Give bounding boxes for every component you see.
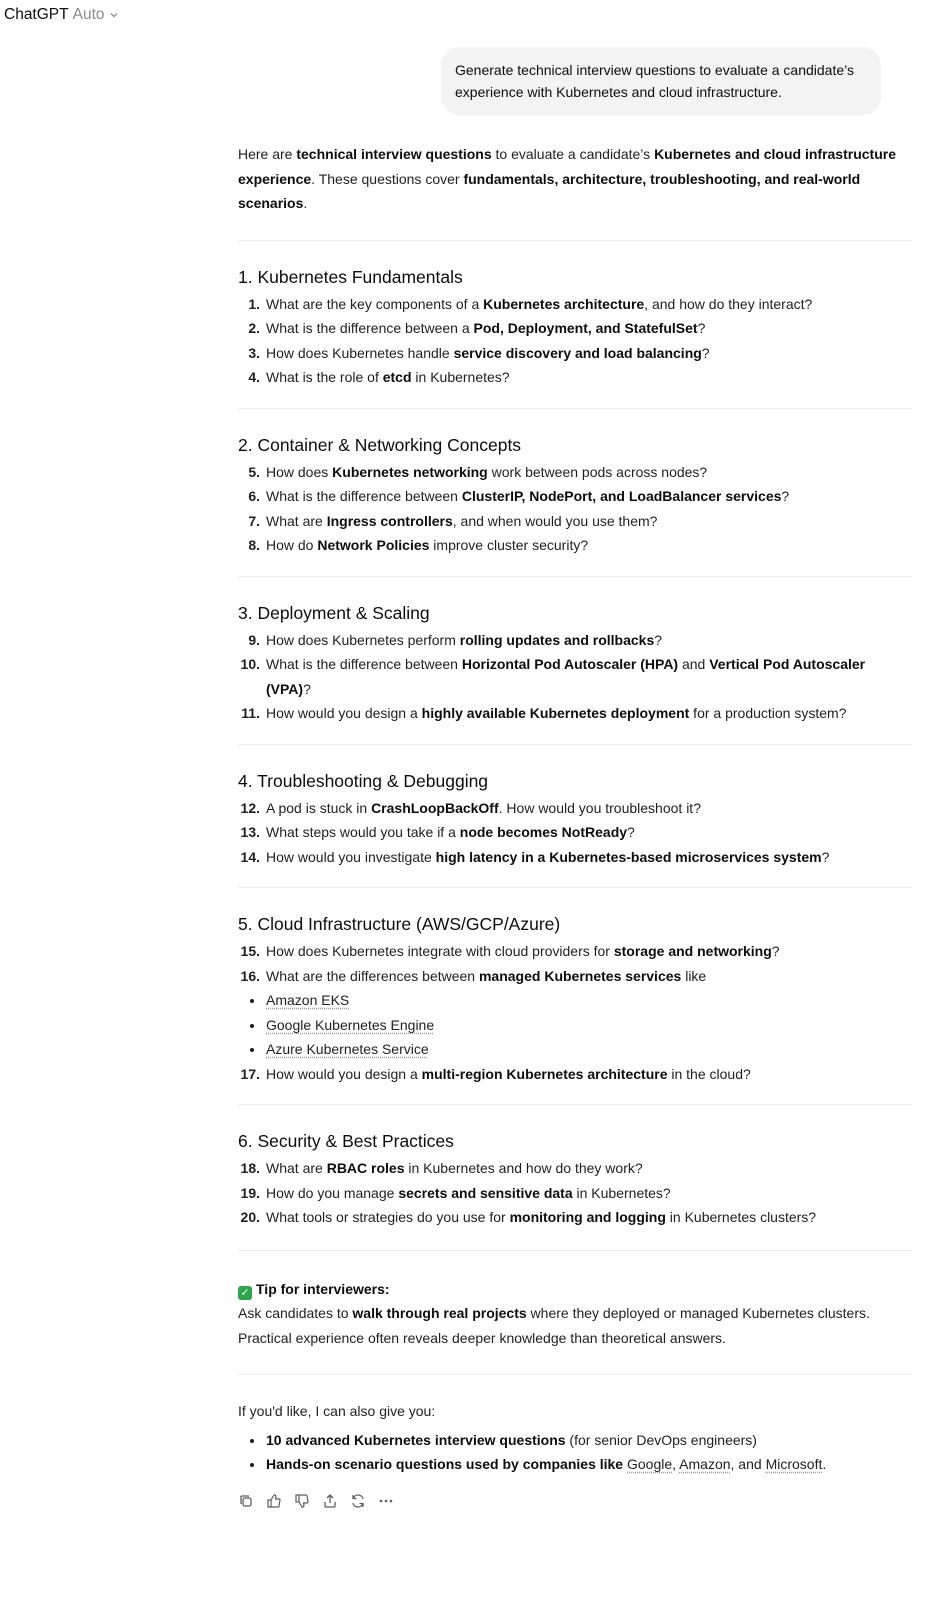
thumbs-down-icon[interactable]	[294, 1493, 310, 1509]
closing-text: ,	[672, 1456, 680, 1472]
question-text: What is the difference between	[266, 488, 462, 504]
question-text: How does	[266, 463, 333, 480]
question-item	[238, 292, 912, 317]
intro-text: Here are	[238, 146, 297, 162]
message-actions	[238, 1493, 912, 1509]
question-bold: Horizontal Pod Autoscaler (HPA)	[461, 656, 679, 672]
question-bold: Pod, Deployment, and StatefulSet	[473, 320, 698, 336]
question-text: ?	[627, 824, 635, 840]
question-text: in Kubernetes and how do they work?	[404, 1160, 643, 1176]
question-bold: rolling updates and rollbacks	[459, 631, 655, 648]
question-text: , and how do they interact?	[644, 295, 813, 312]
question-item	[238, 484, 912, 509]
question-number: 16.	[240, 967, 260, 984]
question-list	[238, 1156, 912, 1230]
question-text: How does Kubernetes perform	[266, 631, 460, 648]
divider	[238, 744, 912, 745]
question-number: 15.	[240, 943, 260, 959]
question-text: What steps would you take if a	[266, 824, 460, 840]
question-number: 12.	[240, 799, 260, 816]
question-number: 4.	[248, 369, 260, 385]
question-bold: RBAC roles	[326, 1160, 405, 1176]
question-text: What tools or strategies do you use for	[266, 1209, 510, 1225]
model-selector[interactable]	[4, 6, 119, 24]
question-number: 17.	[240, 1065, 260, 1082]
question-text: ?	[303, 680, 311, 697]
list-item	[238, 1452, 912, 1477]
question-list	[238, 939, 912, 1086]
question-text: . How would you troubleshoot it?	[498, 799, 701, 816]
question-item	[238, 460, 912, 485]
question-text: A pod is stuck in	[266, 799, 372, 816]
question-text: in Kubernetes?	[411, 369, 510, 385]
more-icon[interactable]	[378, 1493, 394, 1509]
closing-bold: 10 advanced Kubernetes interview questions	[266, 1431, 566, 1448]
share-icon[interactable]	[322, 1493, 338, 1509]
question-list	[238, 460, 912, 558]
section-title: 2. Container & Networking Concepts	[238, 434, 522, 455]
list-item	[238, 1428, 912, 1453]
divider	[238, 408, 912, 409]
tip-bold: walk through real projects	[352, 1305, 527, 1321]
question-bold: Network Policies	[317, 537, 430, 553]
question-number: 18.	[240, 1160, 260, 1176]
link-amazon[interactable]: Amazon	[679, 1456, 731, 1472]
question-text: How would you design a	[266, 705, 422, 721]
closing-text: , and	[730, 1456, 766, 1472]
question-text: and	[678, 656, 710, 672]
question-sections	[238, 240, 912, 1230]
question-number: 20.	[240, 1209, 260, 1225]
question-item	[238, 939, 912, 964]
question-item	[238, 1205, 912, 1230]
question-item	[238, 1181, 912, 1206]
question-number: 7.	[248, 512, 260, 529]
question-text: ?	[654, 631, 663, 648]
intro-paragraph	[238, 142, 912, 216]
question-item	[238, 365, 912, 390]
question-text: ?	[771, 943, 780, 959]
question-text: work between pods across nodes?	[487, 463, 708, 480]
intro-text: to evaluate a candidate’s	[491, 146, 655, 162]
question-text: for a production system?	[689, 705, 847, 721]
divider	[238, 1104, 912, 1105]
link-microsoft[interactable]: Microsoft	[765, 1456, 823, 1472]
question-text: What are the differences between	[266, 967, 479, 984]
question-item	[238, 1156, 912, 1181]
intro-bold: Kubernetes and cloud infrastructure experience	[238, 146, 896, 187]
closing-text: (for senior DevOps engineers)	[565, 1431, 757, 1448]
question-bold: ClusterIP, NodePort, and LoadBalancer services	[461, 488, 782, 504]
user-message: Generate technical interview questions to evaluate a candidate’s experience with Kubernetes and cloud infrastructure.	[441, 47, 881, 115]
app-title: ChatGPT	[4, 6, 69, 23]
tip-block	[238, 1277, 912, 1351]
question-text: ?	[701, 344, 710, 361]
question-number: 9.	[248, 631, 260, 648]
question-bold: high latency in a Kubernetes-based microservices system	[435, 848, 822, 865]
question-list	[238, 292, 912, 390]
question-bold: monitoring and logging	[509, 1209, 666, 1225]
closing-text: .	[822, 1456, 827, 1472]
thumbs-up-icon[interactable]	[266, 1493, 282, 1509]
question-number: 5.	[248, 463, 260, 480]
link-google[interactable]: Google	[627, 1456, 673, 1472]
question-bold: highly available Kubernetes deployment	[421, 705, 690, 721]
question-item	[238, 652, 912, 701]
question-bold: multi-region Kubernetes architecture	[421, 1065, 668, 1082]
question-number: 13.	[240, 824, 260, 840]
question-number: 14.	[240, 848, 260, 865]
question-text: ?	[781, 488, 790, 504]
question-bold: etcd	[382, 369, 412, 385]
question-number: 6.	[248, 488, 260, 504]
question-bold: Kubernetes architecture	[483, 295, 645, 312]
question-bold: managed Kubernetes services	[478, 967, 682, 984]
closing-intro: If you'd like, I can also give you:	[238, 1403, 436, 1419]
question-bold: node becomes NotReady	[459, 824, 628, 840]
question-number: 19.	[240, 1184, 260, 1201]
question-text: What are	[266, 512, 327, 529]
question-number: 3.	[248, 344, 260, 361]
question-number: 10.	[240, 656, 260, 672]
question-item	[238, 845, 912, 870]
question-bold: Kubernetes networking	[332, 463, 488, 480]
question-bold: service discovery and load balancing	[453, 344, 702, 361]
question-number: 11.	[241, 705, 260, 721]
section-title: 3. Deployment & Scaling	[238, 602, 430, 623]
question-item	[238, 628, 912, 653]
question-bold: secrets and sensitive data	[398, 1184, 573, 1201]
closing-bold: Hands-on scenario questions used by companies like	[266, 1456, 627, 1472]
question-item	[238, 533, 912, 558]
section-title: 6. Security & Best Practices	[238, 1131, 454, 1151]
question-number: 2.	[248, 320, 260, 336]
question-item	[238, 796, 912, 821]
divider	[238, 1250, 912, 1251]
divider	[238, 1374, 912, 1375]
intro-text: .	[303, 195, 308, 211]
question-bold: CrashLoopBackOff	[371, 799, 499, 816]
intro-bold: technical interview questions	[296, 146, 492, 162]
question-text: How does Kubernetes integrate with cloud providers for	[266, 943, 614, 959]
question-bold: Ingress controllers	[326, 512, 453, 529]
question-text: What are	[266, 1160, 327, 1176]
divider	[238, 240, 912, 241]
question-text: How do you manage	[266, 1184, 399, 1201]
chevron-down-icon	[109, 10, 119, 20]
question-text: How do	[266, 537, 318, 553]
question-bold: storage and networking	[613, 943, 772, 959]
question-item	[238, 316, 912, 341]
question-item	[238, 1062, 912, 1087]
assistant-message	[238, 142, 912, 1509]
question-text: How does Kubernetes handle	[266, 344, 454, 361]
question-text: What is the role of	[266, 369, 383, 385]
question-text: ?	[697, 320, 706, 336]
question-item	[238, 964, 912, 989]
section-title: 4. Troubleshooting & Debugging	[238, 770, 489, 791]
question-text: like	[681, 967, 707, 984]
question-text: , and when would you use them?	[452, 512, 658, 529]
question-text: What are the key components of a	[266, 295, 484, 312]
question-item	[238, 509, 912, 534]
service-link[interactable]: Google Kubernetes Engine	[266, 1016, 435, 1033]
question-text: improve cluster security?	[429, 537, 589, 553]
service-link[interactable]: Amazon EKS	[266, 992, 350, 1008]
copy-icon[interactable]	[238, 1493, 254, 1509]
question-text: in the cloud?	[667, 1065, 751, 1082]
question-bold: Vertical Pod Autoscaler (VPA)	[266, 656, 866, 697]
question-list	[238, 796, 912, 870]
service-link[interactable]: Azure Kubernetes Service	[266, 1041, 429, 1057]
question-item	[238, 701, 912, 726]
question-text: How would you investigate	[266, 848, 436, 865]
divider	[238, 887, 912, 888]
sub-list-item	[238, 1037, 912, 1062]
section-title: 1. Kubernetes Fundamentals	[238, 266, 463, 287]
regenerate-icon[interactable]	[350, 1493, 366, 1509]
question-text: What is the difference between a	[266, 320, 474, 336]
question-number: 1.	[248, 295, 260, 312]
question-item	[238, 341, 912, 366]
question-list	[238, 628, 912, 726]
check-icon: ✓	[238, 1286, 252, 1300]
sub-list-item	[238, 988, 912, 1013]
model-label: Auto	[72, 6, 105, 23]
sub-list-item	[238, 1013, 912, 1038]
question-item	[238, 820, 912, 845]
divider	[238, 576, 912, 577]
question-text: in Kubernetes?	[572, 1184, 671, 1201]
question-text: in Kubernetes clusters?	[665, 1209, 817, 1225]
tip-label: Tip for interviewers:	[256, 1280, 390, 1297]
section-title: 5. Cloud Infrastructure (AWS/GCP/Azure)	[238, 914, 561, 934]
question-text: ?	[821, 848, 830, 865]
question-number: 8.	[248, 537, 260, 553]
intro-bold: fundamentals, architecture, troubleshooting, and real-world scenarios	[238, 170, 861, 211]
question-text: How would you design a	[266, 1065, 422, 1082]
intro-text: . These questions cover	[311, 170, 464, 187]
tip-text: where they deployed or managed Kubernetes clusters. Practical experience often reveals deeper knowledge than theoretical answers.	[238, 1305, 870, 1346]
closing-block	[238, 1399, 912, 1477]
tip-text: Ask candidates to	[238, 1305, 353, 1321]
question-text: What is the difference between	[266, 656, 462, 672]
